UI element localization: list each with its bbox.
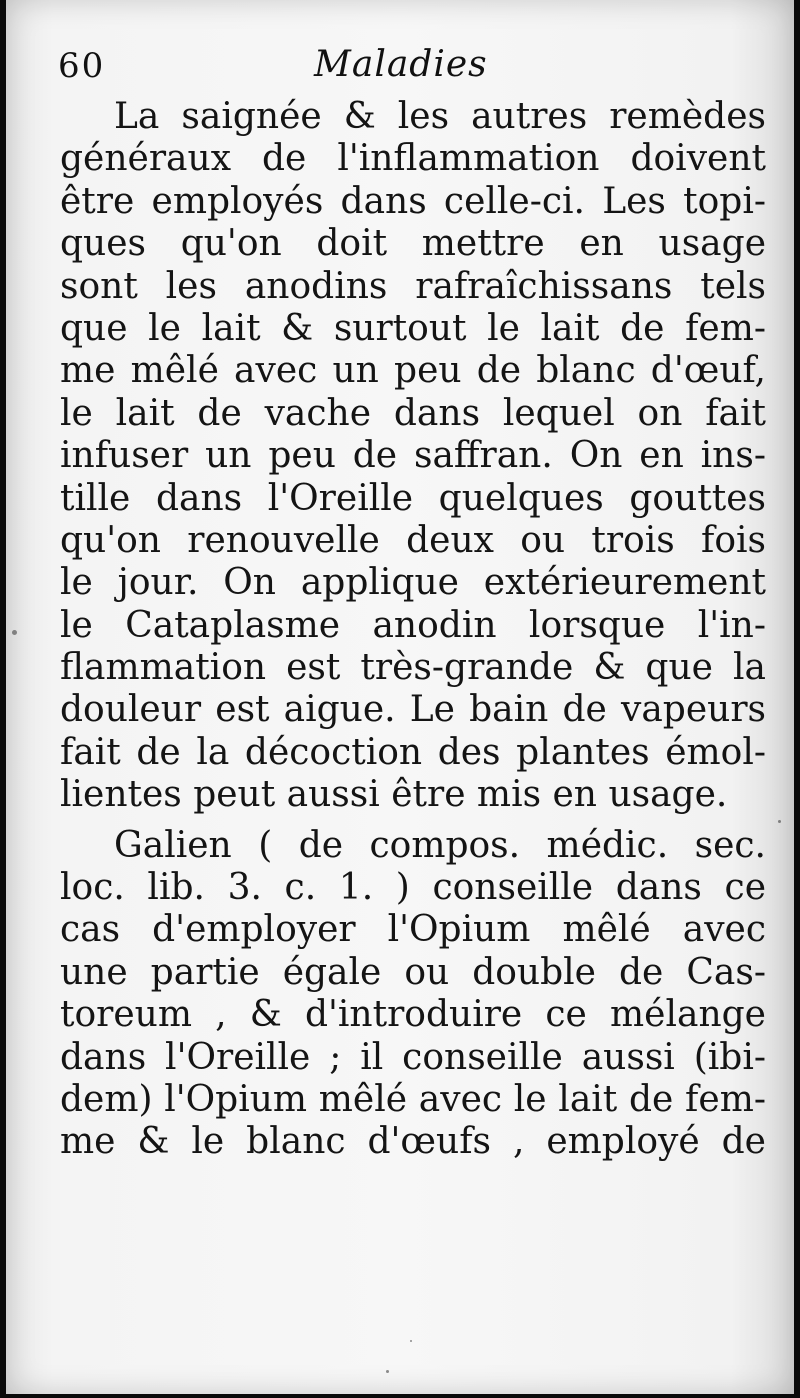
text-line: une partie égale ou double de Cas- xyxy=(60,951,766,993)
text-line: me & le blanc d'œufs , employé de xyxy=(60,1121,766,1163)
text-line: Galien ( de compos. médic. sec. xyxy=(114,824,766,866)
print-speck xyxy=(12,630,17,635)
paragraph-galien xyxy=(60,825,766,1164)
text-line: cas d'employer l'Opium mêlé avec xyxy=(60,909,766,951)
text-line: le Cataplasme anodin lorsque l'in- xyxy=(60,604,766,646)
text-line: flammation est très-grande & que la xyxy=(60,647,766,689)
page-number: 60 xyxy=(58,46,106,86)
paragraph-bleeding-remedies xyxy=(60,96,766,817)
running-title: Maladies xyxy=(314,44,488,85)
text-line: fait de la décoction des plantes émol- xyxy=(60,731,766,773)
body-text xyxy=(60,96,766,1164)
text-line: que le lait & surtout le lait de fem- xyxy=(60,307,766,349)
text-line: loc. lib. 3. c. 1. ) conseille dans ce xyxy=(60,867,766,909)
text-line: être employés dans celle-ci. Les topi- xyxy=(60,180,766,222)
text-line: généraux de l'inflammation doivent xyxy=(60,138,766,180)
text-line: infuser un peu de saffran. On en ins- xyxy=(60,435,766,477)
text-line: dem) l'Opium mêlé avec le lait de fem- xyxy=(60,1078,766,1120)
text-line: le jour. On applique extérieurement xyxy=(60,562,766,604)
text-line: lientes peut aussi être mis en usage. xyxy=(60,774,728,816)
text-line: La saignée & les autres remèdes xyxy=(114,96,766,137)
text-line: toreum , & d'introduire ce mélange xyxy=(60,994,766,1036)
text-line: qu'on renouvelle deux ou trois fois xyxy=(60,519,766,561)
text-line: ques qu'on doit mettre en usage xyxy=(60,223,766,265)
text-line: tille dans l'Oreille quelques gouttes xyxy=(60,477,766,519)
text-line: me mêlé avec un peu de blanc d'œuf, xyxy=(60,350,766,392)
page-header xyxy=(58,42,758,92)
text-line: sont les anodins rafraîchissans tels xyxy=(60,265,766,307)
text-line: le lait de vache dans lequel on fait xyxy=(60,392,766,434)
print-speck xyxy=(778,820,781,823)
text-line: douleur est aigue. Le bain de vapeurs xyxy=(60,689,766,731)
print-speck xyxy=(410,1340,412,1342)
text-line: dans l'Oreille ; il conseille aussi (ibi- xyxy=(60,1036,766,1078)
print-speck xyxy=(386,1370,389,1373)
book-page xyxy=(6,0,794,1394)
